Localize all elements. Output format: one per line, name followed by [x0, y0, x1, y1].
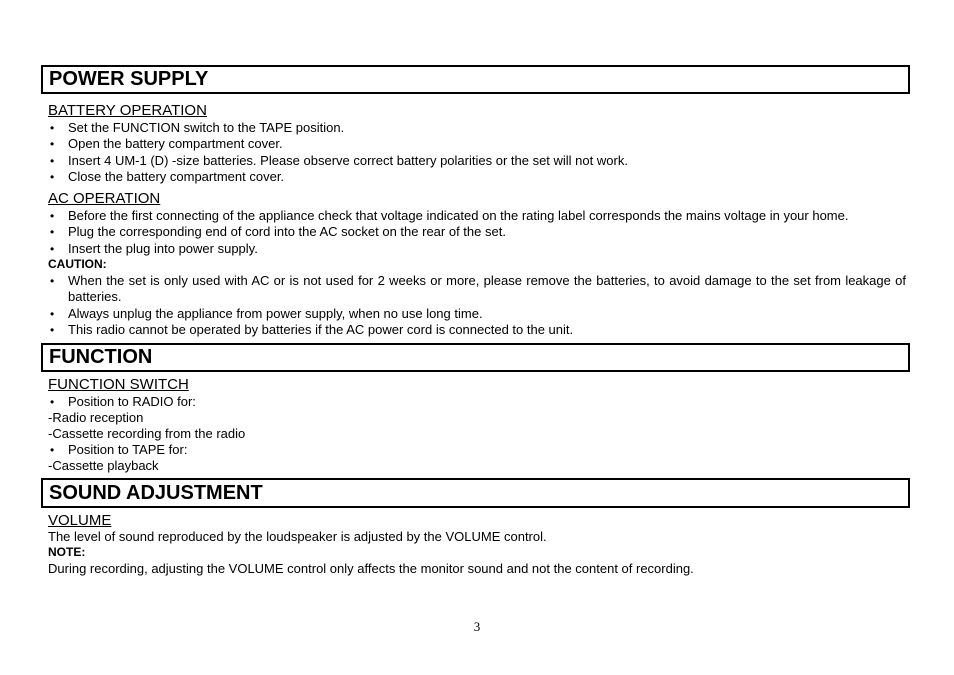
list-item: • Always unplug the appliance from power supply, when no use long time. [48, 306, 906, 322]
function-title: FUNCTION [49, 346, 153, 368]
volume-text: The level of sound reproduced by the loudspeaker is adjusted by the VOLUME control. [48, 529, 547, 544]
radio-position-list [48, 394, 906, 410]
list-item: • Before the first connecting of the appliance check that voltage indicated on the rating label corresponds the mains voltage in your home. [48, 208, 906, 224]
cassette-playback-line: -Cassette playback [48, 458, 159, 473]
note-label: NOTE: [48, 545, 86, 559]
page-number: 3 [473, 619, 481, 634]
function-header [41, 343, 910, 372]
ac-operation-heading: AC OPERATION [48, 190, 161, 207]
list-item: • Set the FUNCTION switch to the TAPE position. [48, 120, 906, 136]
list-item: • Position to TAPE for: [48, 442, 906, 458]
caution-label: CAUTION: [48, 257, 107, 271]
sound-adjustment-header [41, 478, 910, 508]
caution-list [48, 273, 906, 339]
list-item: • Open the battery compartment cover. [48, 136, 906, 152]
sound-adjustment-title: SOUND ADJUSTMENT [49, 482, 263, 504]
tape-position-list [48, 442, 906, 458]
power-supply-header [41, 65, 910, 94]
battery-operation-heading: BATTERY OPERATION [48, 102, 207, 119]
ac-operation-list [48, 208, 906, 257]
list-item: • Insert the plug into power supply. [48, 241, 906, 257]
list-item: • When the set is only used with AC or is not used for 2 weeks or more, please remove the batteries, to avoid damage to the set from leakage of batteries. [48, 273, 906, 306]
function-switch-heading: FUNCTION SWITCH [48, 376, 189, 393]
list-item: • Position to RADIO for: [48, 394, 906, 410]
note-text: During recording, adjusting the VOLUME control only affects the monitor sound and not the content of recording. [48, 561, 694, 576]
volume-heading: VOLUME [48, 512, 112, 529]
radio-reception-line: -Radio reception [48, 410, 144, 425]
list-item: • Insert 4 UM-1 (D) -size batteries. Please observe correct battery polarities or the set will not work. [48, 153, 906, 169]
list-item: • This radio cannot be operated by batteries if the AC power cord is connected to the unit. [48, 322, 906, 338]
battery-operation-list [48, 120, 906, 186]
list-item: • Plug the corresponding end of cord into the AC socket on the rear of the set. [48, 224, 906, 240]
cassette-recording-line: -Cassette recording from the radio [48, 426, 246, 441]
list-item: • Close the battery compartment cover. [48, 169, 906, 185]
power-supply-title: POWER SUPPLY [49, 68, 209, 90]
